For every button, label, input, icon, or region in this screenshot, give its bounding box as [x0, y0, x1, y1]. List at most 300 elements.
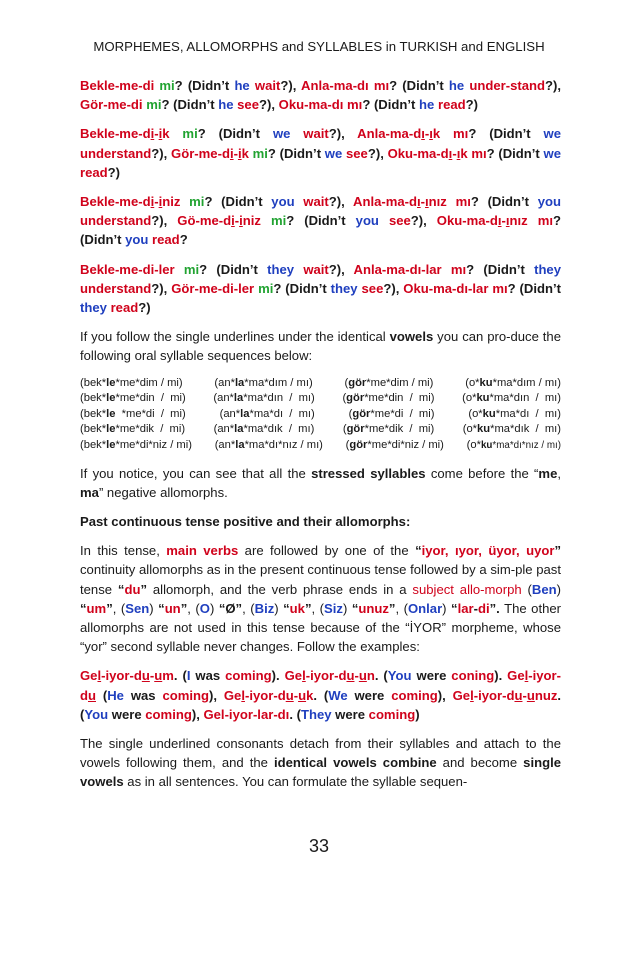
text-run: u [154, 668, 163, 684]
text-run: If you follow the single underlines under the identical [80, 329, 390, 345]
syllable-run: le [106, 392, 116, 405]
text-run: were [347, 687, 392, 703]
syllable-run: ( [345, 439, 350, 452]
text-run [379, 213, 389, 228]
text-run: you [125, 232, 149, 248]
text-run: u [298, 687, 307, 703]
syllable-run: *ma*dın / mı) [243, 392, 315, 405]
syllable-run: le [106, 407, 116, 420]
text-run: i [239, 213, 243, 229]
text-run: understand [80, 280, 152, 296]
syllable-run: (o* [468, 407, 483, 420]
text-run: mi [260, 213, 287, 229]
syllable-run: (an* [213, 423, 235, 436]
text-run: Oku-ma-dı-lar [403, 280, 489, 296]
syllable-run: *ma*dık / mı) [243, 423, 315, 436]
text-run: read [152, 232, 180, 248]
syllable-run: (bek* [80, 423, 107, 436]
page-body [80, 76, 561, 792]
example-paragraph-he [80, 76, 561, 114]
text-run: he [218, 97, 234, 113]
text-run: Anla-ma-d [352, 194, 418, 210]
text-run: u [141, 668, 150, 684]
text-run: ), [191, 706, 204, 722]
text-run: mi [174, 261, 200, 277]
text-run: Gör-me-di-ler [171, 280, 255, 296]
text-run: mi [248, 145, 268, 161]
text-run: Ge [284, 668, 303, 684]
text-run: - [154, 126, 159, 142]
text-run: u [514, 687, 523, 703]
text-run: , ( [311, 600, 325, 616]
syllable-run: (an* [214, 376, 235, 389]
text-run: me [538, 465, 558, 481]
past-continuous-examples [80, 666, 561, 724]
text-run: they [80, 300, 107, 316]
text-run: ?), [151, 145, 172, 161]
text-run: u [358, 668, 367, 684]
syllable-run: *ma*dı*nız / mı) [244, 439, 323, 452]
stressed-syllables-note [80, 464, 561, 502]
text-run: wait [303, 126, 329, 142]
text-run: ?), [367, 145, 388, 161]
text-run: ) [556, 581, 561, 597]
text-run: l [524, 668, 529, 684]
syllable-cell [343, 422, 434, 438]
syllable-run: ( [344, 376, 349, 389]
text-run: ?) [107, 164, 121, 180]
syllable-cell [220, 407, 315, 423]
text-run: ), [437, 687, 453, 703]
text-run: read [110, 300, 139, 316]
syllable-run: (o* [462, 423, 478, 436]
tense-explanation [80, 541, 561, 656]
text-run: i [150, 194, 155, 210]
text-run: l [302, 668, 306, 684]
syllable-run: ku [480, 440, 493, 452]
text-run: ” [388, 600, 396, 616]
text-run: “ [158, 600, 165, 616]
text-run [290, 126, 303, 141]
syllable-run: *ma*dım / mı) [492, 376, 561, 389]
text-run: We [328, 687, 348, 703]
syllable-cell [80, 438, 192, 454]
text-run: ” negative allomorphs. [98, 484, 228, 500]
text-run: ? [179, 232, 188, 248]
text-run: k [460, 145, 468, 161]
text-run: ı [505, 213, 510, 229]
text-run: - [424, 126, 430, 142]
text-run: . ( [173, 668, 187, 684]
text-run: you [355, 213, 379, 229]
syllable-run: gör [346, 423, 365, 436]
running-header: MORPHEMES, ALLOMORPHS and SYLLABLES in TURKISH and ENGLISH [93, 39, 545, 54]
syllable-sequence-table [80, 376, 561, 454]
syllable-cell [213, 391, 314, 407]
text-run: you [271, 194, 295, 210]
text-run: you [537, 194, 561, 210]
text-run: ? (Didn’t [199, 261, 268, 277]
syllable-cell [462, 391, 561, 407]
text-run: coming [368, 706, 416, 722]
text-run: i [231, 213, 235, 229]
text-run: coming [225, 668, 272, 684]
text-run: we [324, 145, 343, 161]
text-run: l [97, 668, 102, 684]
text-run: Ben [531, 581, 557, 597]
text-run: Sen [125, 600, 150, 616]
text-run: Anla-ma-dı-lar [353, 261, 442, 277]
text-run: “ [351, 600, 359, 616]
text-run: -iyor-d [101, 668, 142, 684]
syllable-run: (bek* [80, 439, 107, 452]
text-run: he [234, 78, 250, 93]
text-run: coning [451, 668, 495, 684]
syllable-run: le [106, 423, 116, 436]
text-run: ı [497, 213, 502, 229]
text-run: ı [448, 145, 453, 161]
syllable-run: *ma*dım / mı) [244, 376, 313, 389]
syllable-run: (o* [466, 439, 481, 452]
text-run: l [470, 687, 474, 703]
text-run: coming [391, 687, 438, 703]
syllable-run: (an* [214, 439, 236, 452]
section-heading: Past continuous tense positive and their allomorphs: [80, 514, 411, 530]
text-run: Ge [223, 687, 242, 703]
text-run: ? (Didn’t [362, 97, 420, 113]
text-run: niz [242, 213, 261, 229]
syllable-run: *me*di*niz / mi) [367, 439, 444, 452]
text-run: mi [169, 126, 198, 142]
text-run: ” [140, 581, 147, 597]
text-run: ?), [280, 78, 302, 93]
text-run: ?), [545, 78, 561, 93]
text-run: , ( [187, 600, 200, 616]
syllable-run: (bek* [80, 392, 107, 405]
text-run: “ [451, 600, 458, 616]
syllable-cell [80, 376, 183, 392]
text-run: I [186, 668, 191, 684]
text-run: un [164, 600, 181, 616]
text-run: was [123, 687, 163, 703]
text-run: Bekle-me-d [80, 194, 151, 210]
text-run: - [501, 213, 506, 229]
text-run: u [526, 687, 535, 703]
syllable-cell [345, 376, 434, 392]
text-run: “ [117, 581, 125, 597]
text-run: wait [303, 261, 329, 277]
syllable-run: gör [346, 392, 365, 405]
text-run: , ( [395, 600, 408, 616]
text-run: i [229, 145, 234, 161]
text-run: If you notice, you can see that all the [80, 465, 312, 481]
text-run: ” [554, 543, 562, 559]
syllable-run: gör [352, 407, 371, 420]
syllable-run: la [234, 376, 245, 389]
text-run: ) [209, 600, 219, 616]
text-run: ” [180, 600, 188, 616]
text-run: nız [428, 194, 447, 210]
text-run: Ge [452, 687, 471, 703]
text-run: ?), [151, 280, 172, 296]
underline-explanation [80, 327, 561, 365]
text-run: coming [145, 706, 192, 722]
example-paragraph-you [80, 192, 561, 250]
text-run: mı [441, 261, 467, 277]
text-run [295, 194, 304, 209]
text-run: Bekle-me-d [80, 126, 151, 142]
text-run: continuity allomorphs as in the present continuous tense followed by a sim-ple past tense [80, 562, 561, 597]
text-run: The other allomorphs are not used in this tense because of the “İYOR” morpheme, whose “yor” second syllable never changes. Follow the examples: [80, 600, 562, 655]
syllable-run: *me*di / mi) [370, 407, 435, 420]
vowel-combination-note [80, 734, 561, 792]
text-run: you can pro-duce the following oral syllable sequences below: [80, 329, 561, 364]
text-run: we [543, 145, 561, 161]
text-run: lar [457, 600, 474, 616]
text-run: ) [415, 706, 420, 722]
text-run: were [108, 706, 146, 722]
text-run: ? (Didn’t [80, 213, 562, 248]
text-run: identical vowels combine [273, 755, 437, 771]
syllable-cell [468, 407, 561, 423]
text-run: um [86, 600, 107, 616]
text-run: -iyor-d [244, 687, 286, 703]
text-run: see [237, 97, 259, 113]
text-run: stressed syllables [311, 465, 426, 481]
text-run: ). [494, 668, 508, 684]
syllable-run: gör [348, 376, 367, 389]
text-run: nız [509, 213, 528, 229]
text-run: “ [80, 600, 87, 616]
text-run: Bekle-me-di [80, 78, 155, 93]
syllable-run: (o* [465, 376, 480, 389]
syllable-run: la [234, 423, 244, 436]
syllable-cell [463, 422, 561, 438]
text-run: ? (Didn’t [468, 126, 544, 142]
text-run: ?), [151, 213, 178, 229]
text-run: - [149, 668, 155, 684]
syllable-run: *me*di*niz / mi) [115, 439, 192, 452]
text-run: - [154, 194, 159, 210]
text-run: - [233, 145, 238, 161]
text-run: ? (Didn’t [204, 194, 272, 210]
text-run: ? (Didn’t [174, 78, 235, 93]
text-run: “ [415, 543, 422, 559]
text-run: mi [154, 78, 175, 93]
text-run: u [346, 668, 355, 684]
syllable-cell [80, 391, 186, 407]
text-run: mi [254, 280, 274, 296]
text-run: They [300, 706, 332, 722]
text-run: ? (Didn’t [466, 261, 535, 277]
text-run: i [150, 126, 155, 142]
syllable-run: (an* [219, 407, 241, 420]
text-run: - [293, 687, 299, 703]
syllable-run: la [233, 392, 244, 405]
syllable-cell [342, 391, 434, 407]
text-run: u [285, 687, 294, 703]
syllable-run: *me*din / mi) [364, 392, 435, 405]
text-run: Ge [80, 668, 98, 684]
text-run: Gör-me-di [80, 97, 143, 113]
text-run: Gör-me-d [171, 145, 230, 161]
text-run: du [124, 581, 141, 597]
syllable-run: *ma*dı / mı) [495, 407, 561, 420]
text-run: ? (Didn’t [486, 145, 544, 161]
text-run: see [361, 280, 384, 296]
text-run: . ( [80, 687, 562, 722]
text-run: ” [106, 600, 113, 616]
syllable-cell [465, 376, 561, 392]
text-run: ) [149, 600, 159, 616]
text-run: u [88, 687, 96, 703]
text-run: ? (Didn’t [161, 97, 219, 113]
text-run: ı [417, 194, 421, 210]
syllable-run: ( [348, 407, 353, 420]
text-run: niz [162, 194, 181, 210]
negative-question-examples [80, 76, 561, 317]
text-run: ). [271, 668, 285, 684]
syllable-cell [214, 376, 312, 392]
syllable-run: *me*dik / mi) [115, 423, 186, 436]
text-run: mi [142, 97, 162, 113]
syllable-run: *me*di / mi) [115, 407, 186, 420]
text-run: m [162, 668, 174, 684]
syllable-run: *ma*dı*nız / mı) [492, 440, 561, 452]
text-run: . ( [313, 687, 329, 703]
text-run: we [543, 126, 562, 142]
text-run: see [345, 145, 368, 161]
text-run: ”. [489, 600, 500, 616]
text-run: mı [343, 97, 363, 113]
text-run: mı [368, 78, 390, 93]
syllable-run: la [240, 407, 250, 420]
text-run: , ( [242, 600, 255, 616]
text-run: Biz [254, 600, 275, 616]
text-run: k [432, 126, 441, 142]
syllable-row [80, 407, 561, 423]
text-run: - [473, 600, 478, 616]
text-run: ma [80, 484, 99, 500]
syllable-cell [215, 438, 323, 454]
page-number: 33 [308, 836, 330, 856]
text-run: i [237, 145, 242, 161]
example-paragraph-we [80, 124, 561, 182]
text-run: they [330, 280, 358, 296]
text-run: subject allo-morph [412, 581, 522, 597]
text-run: are followed by one of the [238, 543, 416, 559]
text-run: Ge [507, 668, 525, 684]
syllable-run: *ma*dın / mı) [489, 392, 561, 405]
text-run: coming [162, 687, 209, 703]
text-run: l [241, 687, 245, 703]
text-run: ?), [383, 280, 404, 296]
syllable-row [80, 438, 561, 454]
text-run [294, 262, 303, 277]
syllable-cell [80, 422, 185, 438]
text-run: n [366, 668, 375, 684]
text-run: Anla-ma-d [357, 126, 422, 142]
text-run: see [388, 213, 411, 229]
text-run: ( [521, 581, 532, 597]
text-run: “Ø” [218, 600, 243, 616]
text-run: ı [456, 145, 461, 161]
syllable-run: gör [349, 439, 368, 452]
text-run: -iyor-d [80, 668, 562, 703]
text-run: k [241, 145, 249, 161]
text-run: as in all sentences. You can formulate the syllable sequen- [123, 774, 468, 790]
text-run: ” [304, 600, 312, 616]
syllable-run: ku [477, 423, 491, 436]
text-run: ? (Didn’t [507, 280, 561, 296]
text-run: wait [303, 194, 329, 210]
syllable-run: (bek* [80, 376, 107, 389]
text-run: ı [429, 126, 433, 142]
syllable-run: ( [342, 392, 347, 405]
text-run: they [534, 261, 562, 277]
text-run: understand [80, 213, 152, 229]
syllable-row [80, 391, 561, 407]
text-run: . ( [374, 668, 388, 684]
syllable-row [80, 376, 561, 392]
text-run: Siz [324, 600, 343, 616]
text-run: he [419, 97, 435, 113]
text-run: ?) [465, 97, 478, 113]
text-run: mı [446, 194, 471, 210]
text-run: ? (Didn’t [286, 213, 356, 229]
text-run: we [272, 126, 291, 142]
text-run: In this tense, [80, 543, 167, 559]
syllable-run: *me*dim / mi) [366, 376, 434, 389]
text-run: ) [274, 600, 284, 616]
text-run: read [80, 164, 108, 180]
text-run: read [437, 97, 466, 113]
text-run: - [522, 687, 527, 703]
text-run: single vowels [80, 755, 561, 790]
text-run: mi [180, 194, 205, 210]
text-run: ) [442, 600, 452, 616]
syllable-run: (an* [213, 392, 234, 405]
syllable-cell [346, 438, 444, 454]
text-run: . ( [289, 706, 301, 722]
text-run: “ [283, 600, 290, 616]
text-run: Gel-iyor-lar-dı [203, 706, 290, 722]
text-run: uk [289, 600, 305, 616]
syllable-run: *me*dik / mi) [364, 423, 435, 436]
text-run: ? (Didn’t [389, 78, 449, 93]
text-run: k [306, 687, 314, 703]
text-run: - [354, 668, 359, 684]
text-run: were [331, 706, 369, 722]
text-run: , [557, 465, 561, 481]
text-run: ı [421, 126, 425, 142]
syllable-run: ( [342, 423, 347, 436]
text-run: The single underlined consonants detach from their syllables and attach to the vowels following them, and the [80, 736, 561, 771]
text-run: ?), [259, 97, 279, 113]
text-run: ı [425, 194, 429, 210]
text-run: was [190, 668, 226, 684]
syllable-run: (o* [462, 392, 477, 405]
text-run: wait [254, 78, 281, 93]
syllable-run: (bek* [80, 407, 107, 420]
text-run: ?) [138, 300, 151, 316]
syllable-run: *ma*dı / mı) [249, 407, 315, 420]
text-run: main verbs [166, 543, 239, 559]
text-run: ?), [410, 213, 437, 229]
text-run: i [158, 126, 163, 142]
text-run: vowels [389, 329, 434, 345]
text-run: iyor, ıyor, üyor, uyor [421, 543, 555, 559]
